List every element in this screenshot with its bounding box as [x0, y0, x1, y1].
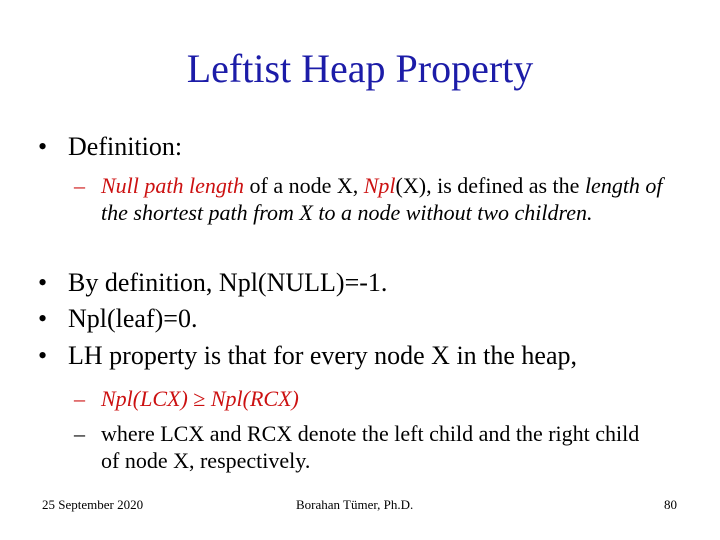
subbullet-inequality — [74, 385, 674, 412]
bullet-npl-leaf — [38, 303, 197, 335]
bullet-lh-property — [38, 340, 577, 372]
null-path-length-term: Null path length — [101, 173, 244, 198]
bullet-dot: • — [38, 341, 48, 370]
sub-dash: – — [74, 173, 85, 198]
npl-term: Npl — [363, 173, 396, 198]
where-text: where LCX and RCX denote the left child and the right child of node X, respectively. — [101, 421, 640, 473]
slide-title: Leftist Heap Property — [186, 46, 534, 91]
ineq-right: Npl(RCX) — [205, 386, 299, 411]
npl-definition-text — [101, 172, 674, 226]
sub-dash: – — [74, 421, 85, 446]
bullet-dot: • — [38, 268, 48, 297]
bullet-lh-property-text: LH property is that for every node X in the heap, — [68, 341, 578, 370]
footer-page-number: 80 — [664, 497, 677, 512]
bullet-definition-text: Definition: — [68, 132, 183, 161]
def-text-b: (X), is defined as the — [395, 173, 580, 198]
inequality-text — [101, 385, 674, 412]
subbullet-where — [74, 420, 654, 474]
bullet-dot: • — [38, 304, 48, 333]
sub-dash: – — [74, 386, 85, 411]
bullet-definition — [38, 131, 182, 163]
def-text-c: length of the shortest path from X to a node without two children. — [101, 173, 663, 225]
bullet-npl-leaf-text: Npl(leaf)=0. — [68, 304, 198, 333]
bullet-dot: • — [38, 132, 48, 161]
footer-author: Borahan Tümer, Ph.D. — [296, 497, 414, 512]
bullet-npl-null-text: By definition, Npl(NULL)=-1. — [68, 268, 388, 297]
footer-date: 25 September 2020 — [42, 497, 144, 512]
def-text-a: of a node X, — [244, 173, 364, 198]
geq-symbol: ≥ — [193, 386, 206, 411]
subbullet-npl-definition — [74, 172, 674, 226]
ineq-left: Npl(LCX) — [101, 386, 194, 411]
bullet-npl-null — [38, 267, 387, 299]
